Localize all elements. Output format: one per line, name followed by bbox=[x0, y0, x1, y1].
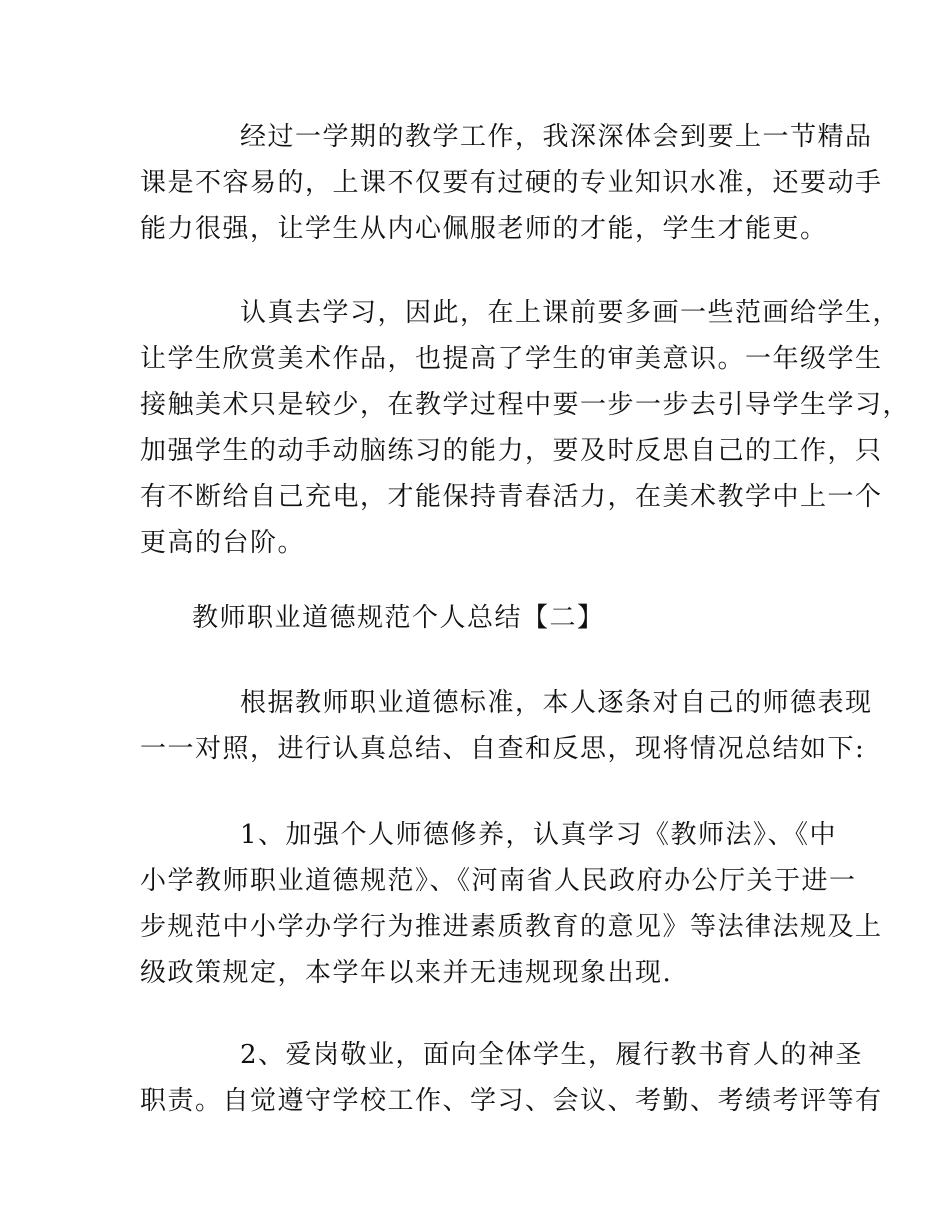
text-line: 接触美术只是较少，在教学过程中要一步一步去引导学生学习， bbox=[140, 390, 911, 420]
text-line: 一一对照，进行认真总结、自查和反思，现将情况总结如下: bbox=[140, 734, 866, 764]
text-line: 有不断给自己充电，才能保持青春活力，在美术教学中上一个 bbox=[140, 482, 883, 512]
text-line: 级政策规定，本学年以来并无违规现象出现. bbox=[140, 958, 673, 988]
paragraph-item-2 bbox=[140, 1032, 883, 1124]
text-line: 步规范中小学办学行为推进素质教育的意见》等法律法规及上 bbox=[140, 912, 883, 942]
text-line: 认真去学习，因此，在上课前要多画一些范画给学生， bbox=[240, 298, 901, 328]
text-line: 1、加强个人师德修养，认真学习《教师法》、《中 bbox=[240, 820, 838, 850]
paragraph-item-1 bbox=[140, 812, 883, 996]
text-line: 职责。自觉遵守学校工作、学习、会议、考勤、考绩考评等有 bbox=[140, 1086, 883, 1116]
text-line: 加强学生的动手动脑练习的能力，要及时反思自己的工作，只 bbox=[140, 436, 883, 466]
text-line: 课是不容易的，上课不仅要有过硬的专业知识水准，还要动手 bbox=[140, 168, 883, 198]
text-line: 2、爱岗敬业，面向全体学生，履行教书育人的神圣 bbox=[240, 1040, 864, 1070]
text-line: 根据教师职业道德标准，本人逐条对自己的师德表现 bbox=[240, 688, 873, 718]
paragraph-teaching-reflection bbox=[140, 114, 883, 252]
section-heading: 教师职业道德规范个人总结【二】 bbox=[192, 603, 605, 633]
text-line: 能力很强，让学生从内心佩服老师的才能，学生才能更。 bbox=[140, 214, 828, 244]
text-line: 经过一学期的教学工作，我深深体会到要上一节精品 bbox=[240, 122, 873, 152]
text-line: 更高的台阶。 bbox=[140, 528, 306, 558]
paragraph-art-teaching bbox=[140, 290, 911, 566]
text-line: 小学教师职业道德规范》、《河南省人民政府办公厅关于进一 bbox=[140, 866, 857, 896]
paragraph-self-review bbox=[140, 680, 873, 772]
text-line: 让学生欣赏美术作品，也提高了学生的审美意识。一年级学生 bbox=[140, 344, 883, 374]
